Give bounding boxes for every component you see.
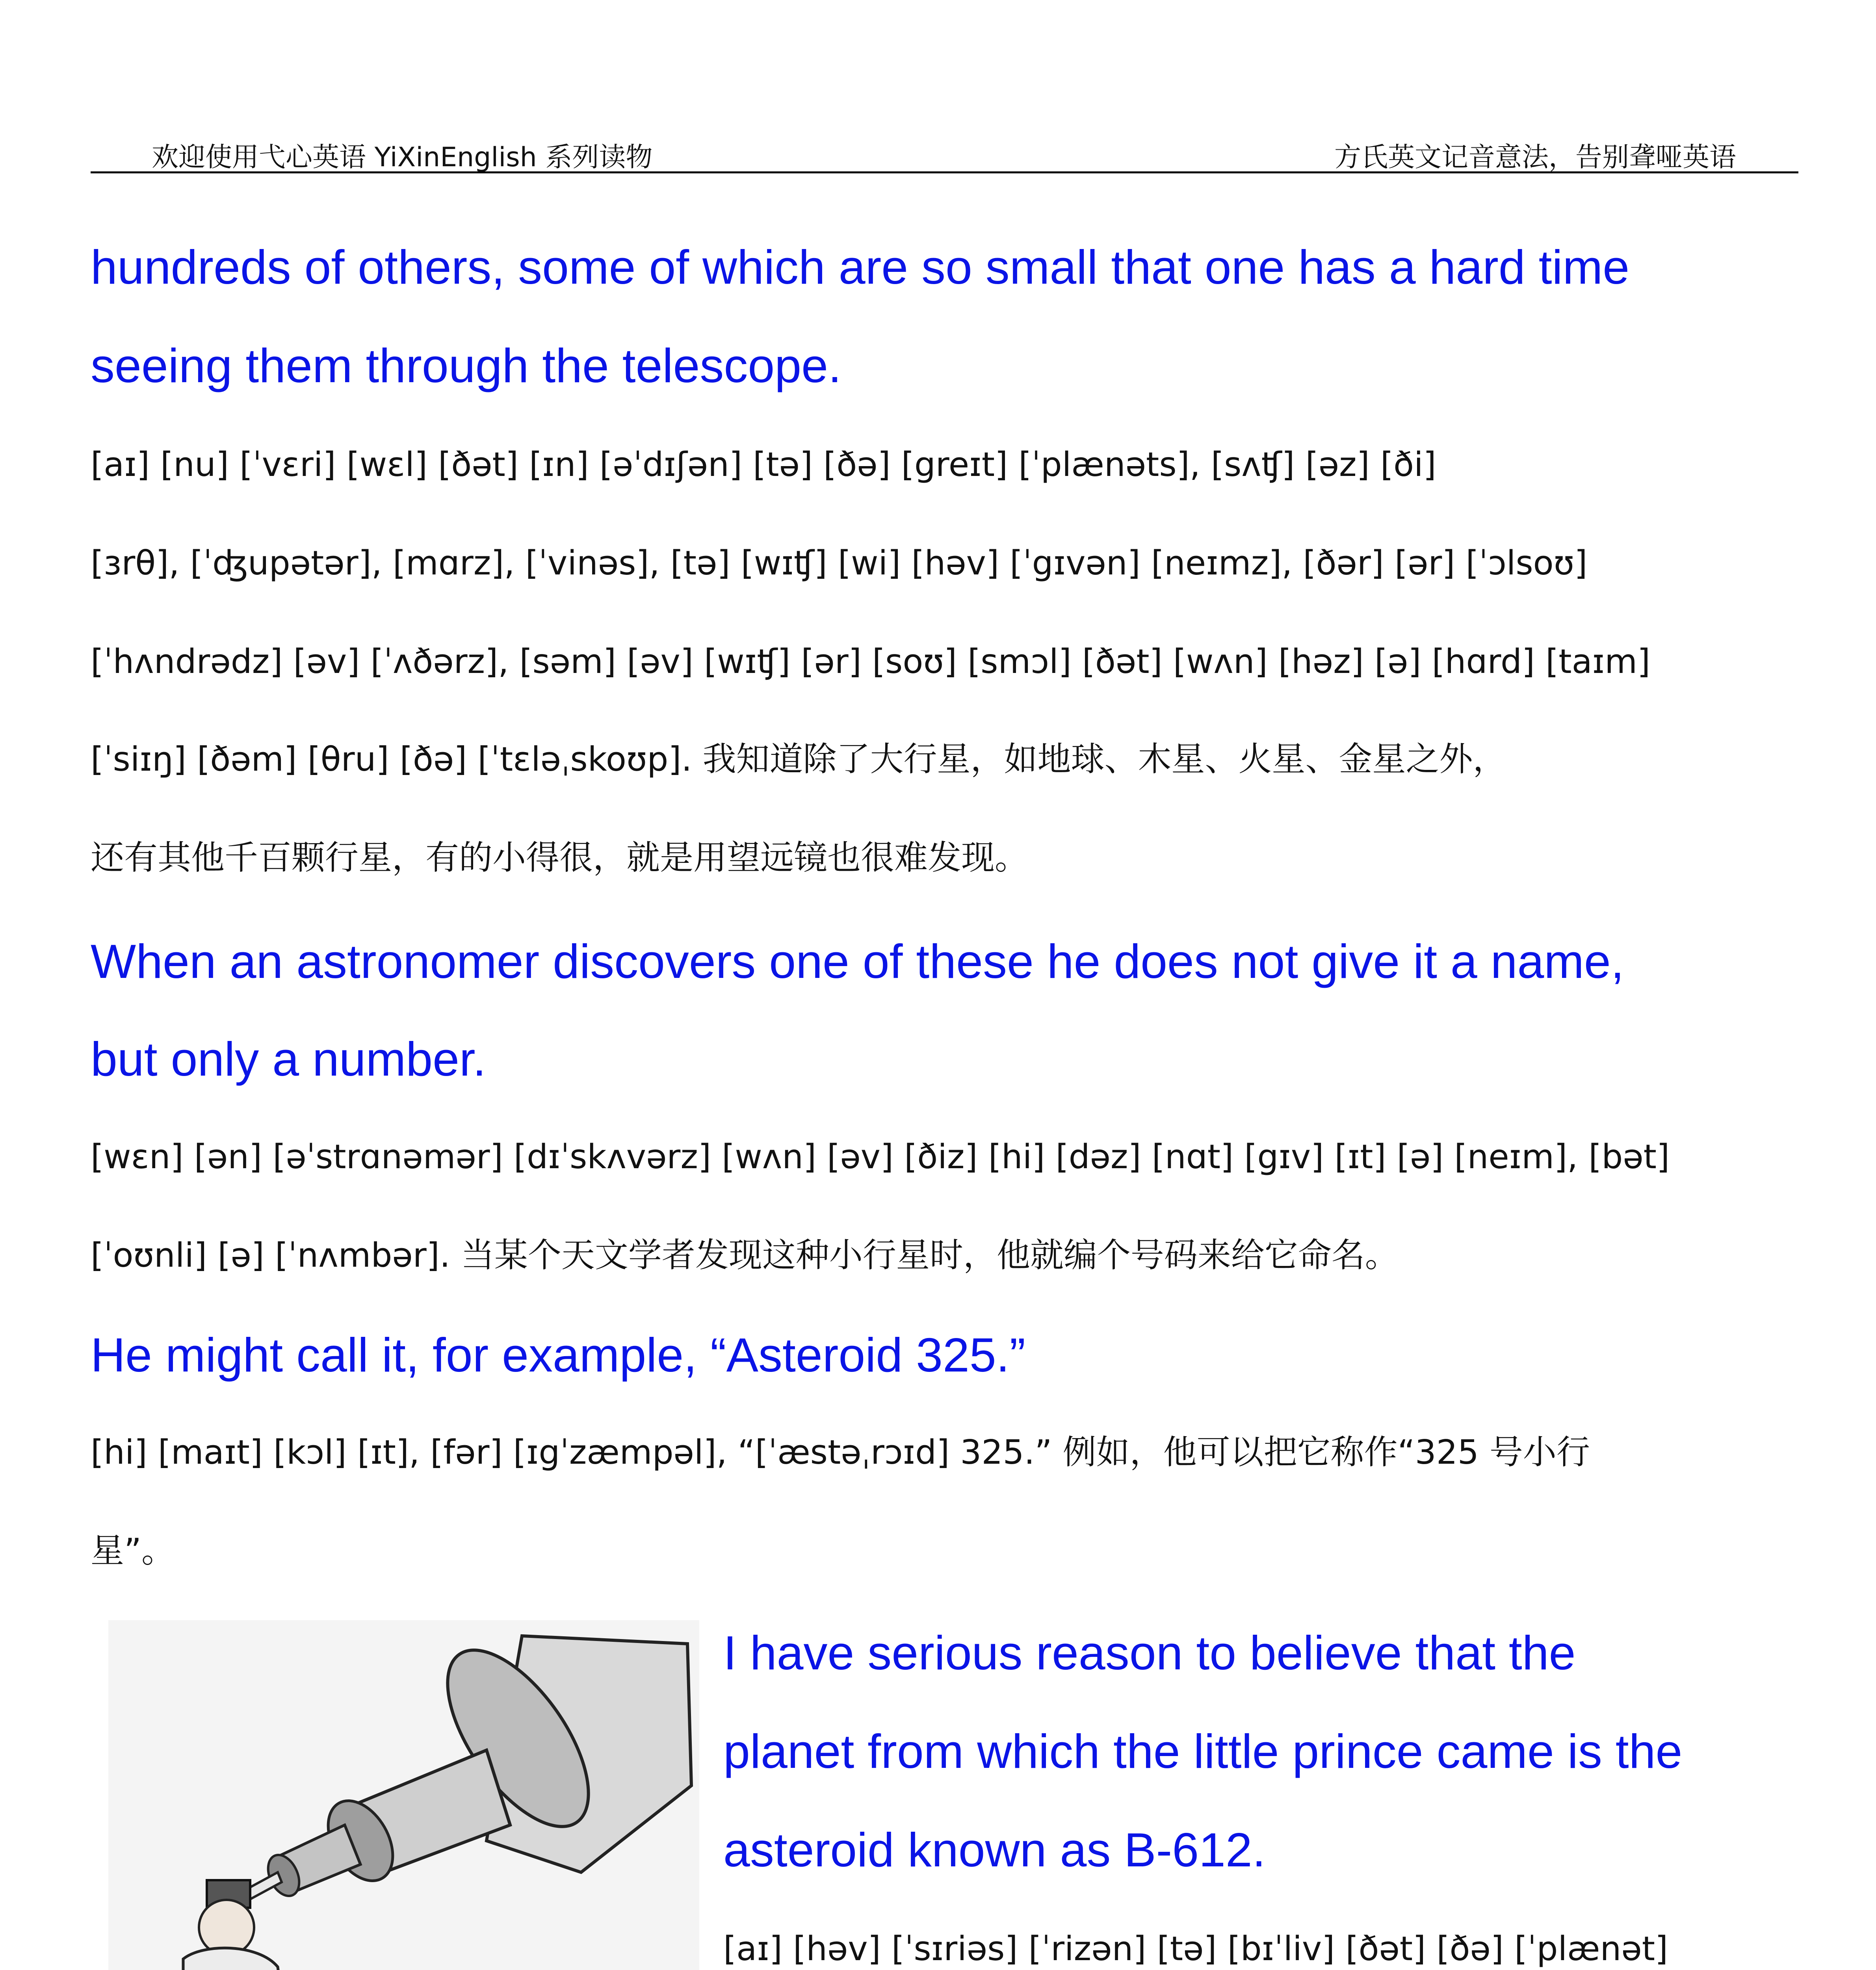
english-sentence-line: When an astronomer discovers one of these he does not give it a name, [91,935,1624,988]
english-sentence-line: hundreds of others, some of which are so small that one has a hard time [91,240,1630,294]
phonetic-line: [wɛn] [ən] [əˈstrɑnəmər] [dɪˈskʌvərz] [wʌn] [əv] [ðiz] [hi] [dəz] [nɑt] [gɪv] [ɪt] [ə] [neɪm], [bət] [91,1137,1670,1176]
translation-line: 还有其他千百颗行星，有的小得很，就是用望远镜也很难发现。 [91,838,1029,877]
header-left-text: 欢迎使用弋心英语 YiXinEnglish 系列读物 [152,142,653,173]
english-sentence-line: seeing them through the telescope. [91,339,841,392]
phonetic-translation-line: [ˈsiɪŋ] [ðəm] [θru] [ðə] [ˈtɛləˌskoʊp]. 我知道除了大行星，如地球、木星、火星、金星之外， [91,740,1506,779]
english-sentence-line: but only a number. [91,1032,486,1086]
phonetic-line: [aɪ] [həv] [ˈsɪriəs] [ˈrizən] [tə] [bɪˈliv] [ðət] [ðə] [ˈplænət] [723,1929,1668,1968]
phonetic-line: [ɜrθ], [ˈʤupətər], [mɑrz], [ˈvinəs], [tə] [wɪʧ] [wi] [həv] [ˈgɪvən] [neɪmz], [ðər] [ər] [ˈɔlsoʊ] [91,544,1588,583]
phonetic-translation-line: [ˈoʊnli] [ə] [ˈnʌmbər]. 当某个天文学者发现这种小行星时，他就编个号码来给它命名。 [91,1236,1399,1275]
phonetic-translation-line: [hi] [maɪt] [kɔl] [ɪt], [fər] [ɪgˈzæmpəl], “[ˈæstəˌrɔɪd] 325.” 例如，他可以把它称作“325 号小行 [91,1433,1590,1472]
english-sentence-line: He might call it, for example, “Asteroid 325.” [91,1328,1026,1382]
english-sentence-line: I have serious reason to believe that the [723,1626,1576,1680]
illustration-little-prince-telescope [108,1620,699,1970]
phonetic-line: [ˈhʌndrədz] [əv] [ˈʌðərz], [səm] [əv] [wɪʧ] [ər] [soʊ] [smɔl] [ðət] [wʌn] [həz] [ə] [hɑrd] [taɪm] [91,642,1651,681]
header-right-text: 方氏英文记音意法，告别聋哑英语 [1334,142,1736,173]
phonetic-line: [aɪ] [nu] [ˈvɛri] [wɛl] [ðət] [ɪn] [əˈdɪʃən] [tə] [ðə] [greɪt] [ˈplænəts], [sʌʧ] [əz] [ði] [91,445,1436,484]
header-rule [91,171,1798,173]
english-sentence-line: asteroid known as B-612. [723,1823,1266,1877]
english-sentence-line: planet from which the little prince came is the [723,1725,1683,1778]
translation-line: 星”。 [91,1531,175,1570]
